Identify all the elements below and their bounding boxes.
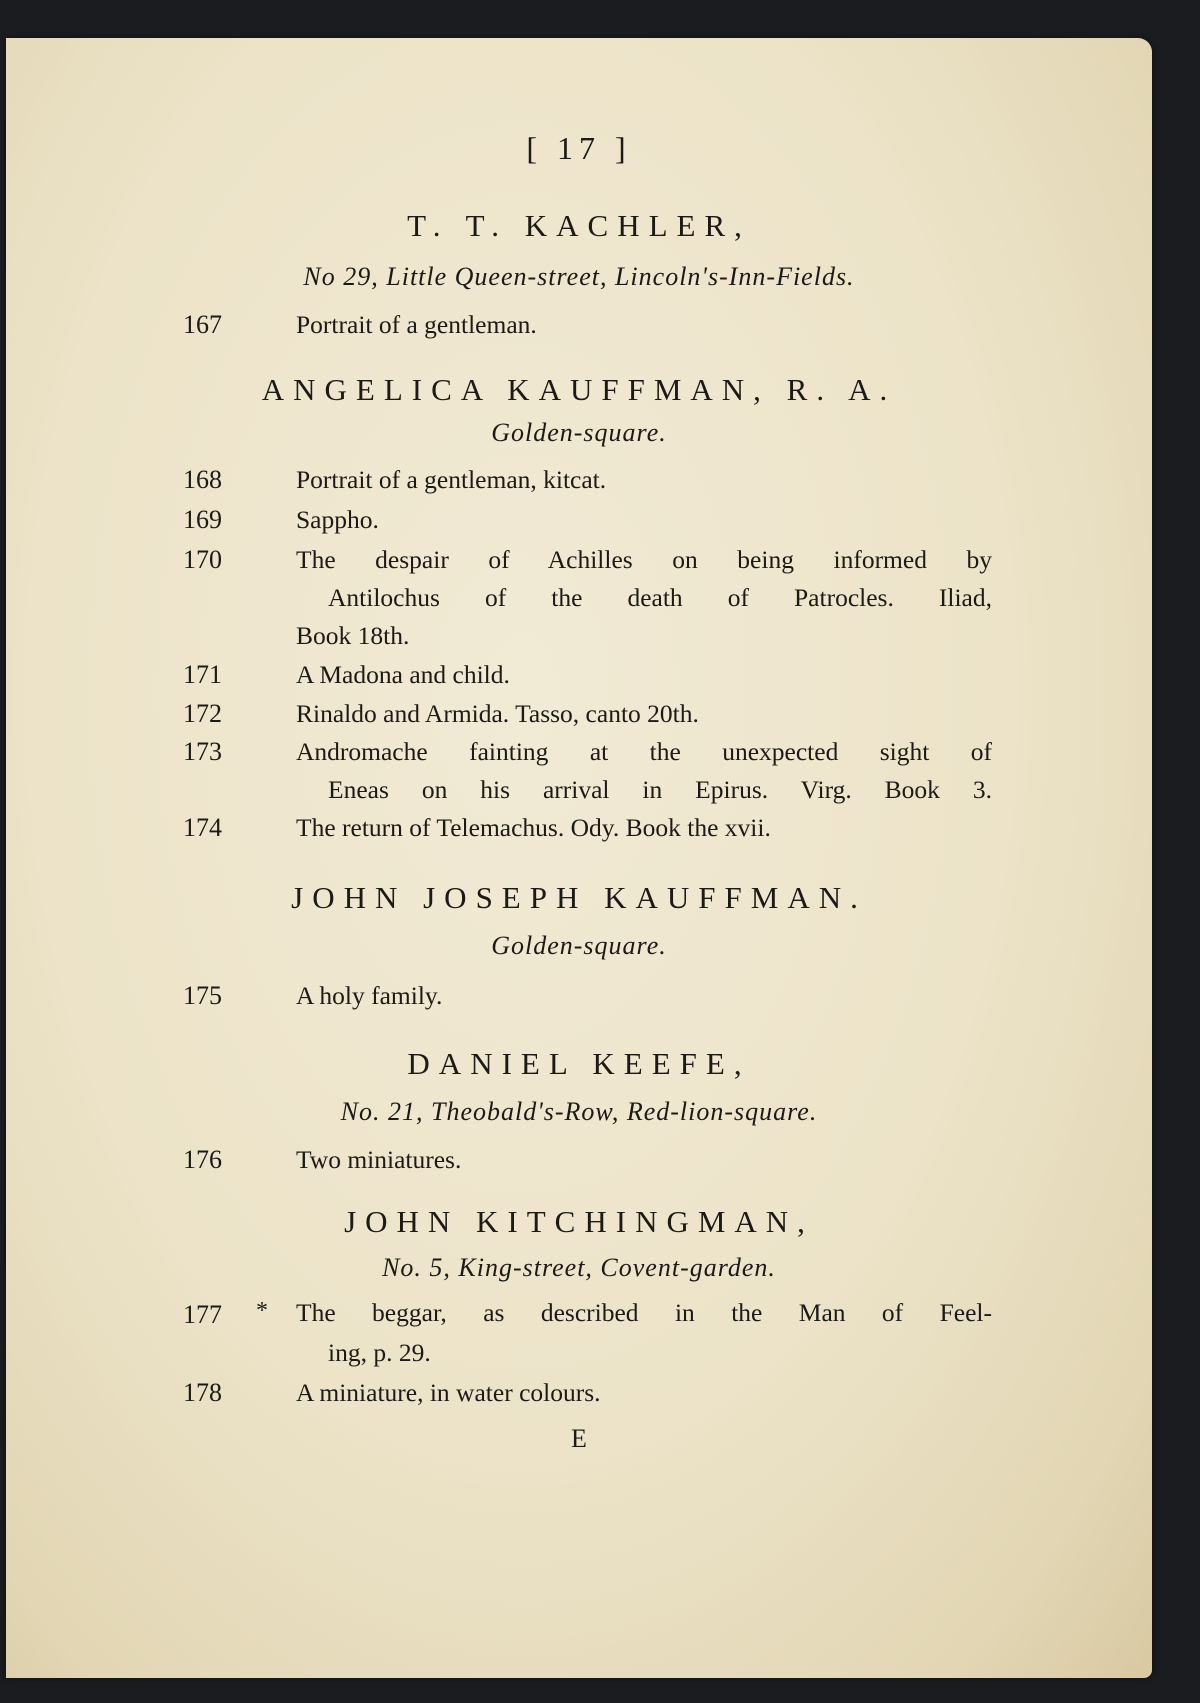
work-title-line: Eneas on his arrival in Epirus. Virg. Book 3. [328,775,992,804]
work-title: A miniature, in water colours. [296,1378,601,1407]
artist-address: No 29, Little Queen-street, Lincoln's-Inn-Fields. [303,262,855,291]
catalogue-number: 173 [183,737,222,766]
catalogue-number: 169 [183,505,222,534]
artist-name: JOHN KITCHINGMAN, [344,1204,814,1239]
work-title: The return of Telemachus. Ody. Book the xvii. [296,813,771,842]
artist-name: ANGELICA KAUFFMAN, R. A. [261,372,897,407]
signature-mark: E [571,1424,587,1453]
work-title: Rinaldo and Armida. Tasso, canto 20th. [296,699,699,728]
work-title-line: Andromache fainting at the unexpected sight of [296,737,992,766]
catalogue-number: 168 [183,465,222,494]
artist-name: DANIEL KEEFE, [407,1046,751,1081]
work-title-line: The despair of Achilles on being informed by [296,545,992,574]
catalogue-page [6,38,1152,1678]
catalogue-number: 175 [183,981,222,1010]
catalogue-number: 171 [183,660,222,689]
artist-name: JOHN JOSEPH KAUFFMAN. [291,880,867,915]
catalogue-number: 178 [183,1378,222,1407]
artist-address: Golden-square. [491,931,667,960]
work-title: Portrait of a gentleman, kitcat. [296,465,607,494]
work-title: Portrait of a gentleman. [296,310,537,339]
page-content [6,38,1152,1678]
catalogue-number: 176 [183,1145,222,1174]
work-title: Sappho. [296,505,379,534]
catalogue-number: 167 [183,310,222,339]
work-title-line: Book 18th. [296,621,410,650]
artist-address: No. 21, Theobald's-Row, Red-lion-square. [340,1097,818,1126]
work-title-line: Antilochus of the death of Patrocles. Iliad, [328,583,992,612]
work-title: Two miniatures. [296,1145,462,1174]
artist-address: No. 5, King-street, Covent-garden. [382,1253,776,1282]
page-number: [ 17 ] [526,130,632,166]
work-title: A Madona and child. [296,660,510,689]
catalogue-number: 177 [183,1300,222,1329]
asterisk-marker: * [256,1298,268,1324]
catalogue-number: 170 [183,545,222,574]
catalogue-number: 172 [183,699,222,728]
work-title-line: ing, p. 29. [328,1338,431,1367]
artist-address: Golden-square. [491,418,667,447]
catalogue-number: 174 [183,813,222,842]
work-title: A holy family. [296,981,443,1010]
work-title-line: The beggar, as described in the Man of Feel- [296,1298,992,1327]
artist-name: T. T. KACHLER, [407,208,751,243]
